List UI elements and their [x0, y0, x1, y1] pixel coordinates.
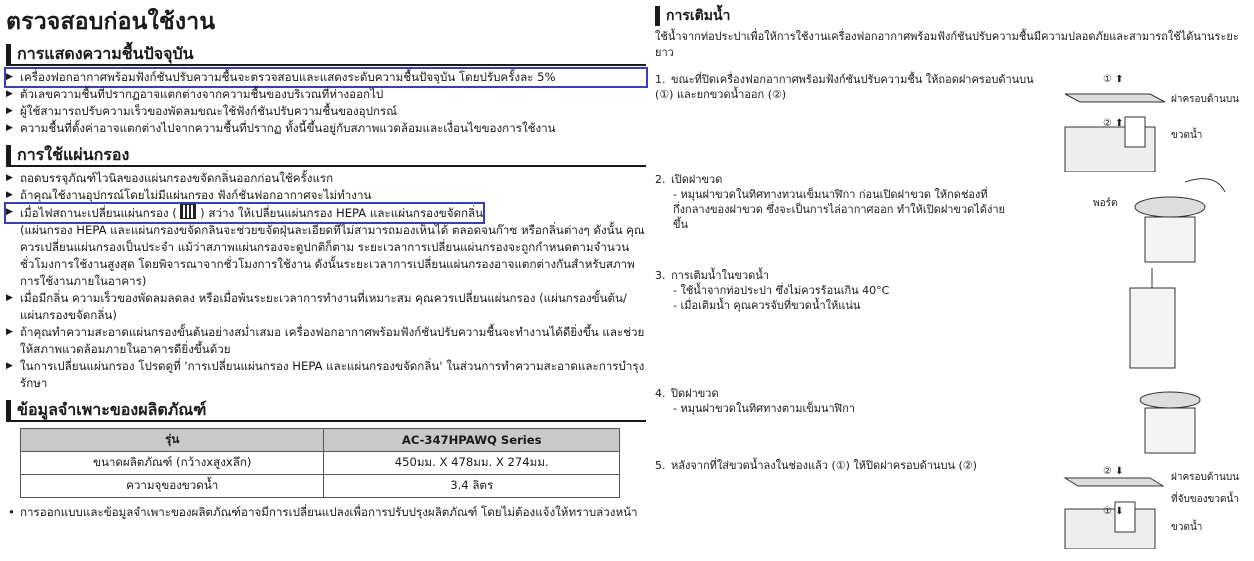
spec-note: • การออกแบบและข้อมูลจำเพาะของผลิตภัณฑ์อาจมีการเปลี่ยนแปลงเพื่อการปรับปรุงผลิตภัณฑ์ โดยไม่ต้องแจ้งให้ทราบล่วงหน้า — [6, 504, 646, 520]
humidity-item: ▶ ตัวเลขความชื้นที่ปรากฏอาจแตกต่างจากความชื้นของบริเวณที่ห่างออกไป — [6, 86, 646, 103]
left-column — [6, 0, 646, 520]
step-subtext: - หมุนฝาขวดในทิศทางตามเข็มนาฬิกา — [673, 402, 856, 415]
filter-item: ▶ ถอดบรรจุภัณฑ์ไวนิลของแผ่นกรองขจัดกลิ่นออกก่อนใช้ครั้งแรก — [6, 170, 646, 187]
filter-section-heading: การใช้แผ่นกรอง — [6, 145, 646, 167]
step-number: 1. — [655, 73, 666, 86]
step-text: เปิดฝาขวด — [671, 173, 723, 186]
spec-label: ขนาดผลิตภัณฑ์ (กว้างxสูงxลึก) — [21, 452, 324, 475]
spec-model-name: AC-347HPAWQ Series — [324, 429, 620, 452]
humidity-item: ▶ ผู้ใช้สามารถปรับความเร็วของพัดลมขณะใช้ฟังก์ชันปรับความชื้นของอุปกรณ์ — [6, 103, 646, 120]
step1-num-2: ② ⬆ — [1103, 118, 1124, 129]
filter-item: ▶ เมื่อมีกลิ่น ความเร็วของพัดลมลดลง หรือเมื่อพ้นระยะเวลาการทำงานที่เหมาะสม คุณควรเปลี่ยนแผ่นกรอง (แผ่นกรองขั้นต้น/แผ่นกรองขจัดกลิ่น) — [6, 290, 646, 324]
spec-label: ความจุของขวดน้ำ — [21, 475, 324, 498]
refill-intro: ใช้น้ำจากท่อประปาเพื่อให้การใช้งานเครื่องฟอกอากาศพร้อมฟังก์ชันปรับความชื้นมีความปลอดภัยและสามารถใช้ได้นานระยะยาว — [655, 30, 1239, 59]
step-text: ปิดฝาขวด — [671, 387, 719, 400]
label-port: พอร์ต — [1093, 198, 1118, 209]
table-row — [21, 452, 620, 475]
step-subtext: - เมื่อเติมน้ำ คุณควรจับที่ขวดน้ำให้แน่น — [673, 299, 861, 312]
filter-list — [6, 170, 646, 392]
label-water-bottle: ขวดน้ำ — [1171, 130, 1203, 141]
open-cap-illustration — [1125, 172, 1235, 267]
spec-col-model: รุ่น — [21, 429, 324, 452]
spec-value: 3.4 ลิตร — [324, 475, 620, 498]
filter-note: (แผ่นกรอง HEPA และแผ่นกรองขจัดกลิ่นจะช่วยขจัดฝุ่นละเอียดที่ไม่สามารถมองเห็นได้ ตลอดจนก๊าซ หรือกลิ่นต่างๆ ดังนั้น คุณควรเปลี่ยนแผ่นกรองเป็นประจำ แม้ว่าสภาพแผ่นกรองจะดูปกติก็ตาม ระยะเวลาการเปลี่ยนแผ่นกรองจะถูกกำหนดตามจำนวนชั่วโมงการใช้งานสูงสุด โดยพิจารณาจากชั่วโมงการใช้งาน ดังนั้นระยะเวลาการเปลี่ยนแผ่นกรองอาจแตกต่างกันสำหรับสภาพการใช้งานภายในอาคาร) — [20, 223, 645, 288]
right-column — [655, 0, 1250, 533]
filter-item3-post: ) สว่าง ให้เปลี่ยนแผ่นกรอง HEPA และแผ่นกรองขจัดกลิ่น — [200, 206, 484, 220]
step-1 — [655, 72, 1035, 102]
step-number: 3. — [655, 269, 666, 282]
step5-num-2: ② ⬇ — [1103, 466, 1124, 477]
step-number: 4. — [655, 387, 666, 400]
step-number: 2. — [655, 173, 666, 186]
table-row — [21, 475, 620, 498]
filter-item: ▶ ในการเปลี่ยนแผ่นกรอง โปรดดูที่ 'การเปลี่ยนแผ่นกรอง HEPA และแผ่นกรองขจัดกลิ่น' ในส่วนการทำความสะอาดและการบำรุงรักษา — [6, 358, 646, 392]
filter-item: ▶ ถ้าคุณทำความสะอาดแผ่นกรองขั้นต้นอย่างสม่ำเสมอ เครื่องฟอกอากาศพร้อมฟังก์ชันปรับความชื้นจะทำงานได้ดียิ่งขึ้น และช่วยให้สภาพแวดล้อมภายในอาคารดียิ่งขึ้นด้วย — [6, 324, 646, 358]
fill-water-illustration — [1115, 268, 1195, 388]
step-subtext: - หมุนฝาขวดในทิศทางทวนเข็มนาฬิกา ก่อนเปิดฝาขวด ให้กดช่องที่กึ่งกลางของฝาขวด ซึ่งจะเป็นการไล่อากาศออก ทำให้เปิดฝาขวดได้ง่ายขึ้น — [673, 188, 1005, 231]
humidity-item-highlighted: ▶ เครื่องฟอกอากาศพร้อมฟังก์ชันปรับความชื้นจะตรวจสอบและแสดงระดับความชื้นปัจจุบัน โดยปรับครั้งละ 5% — [6, 69, 646, 86]
step-3 — [655, 268, 1015, 313]
humidity-list — [6, 69, 646, 137]
spec-table — [20, 428, 620, 498]
step-subtext: - ใช้น้ำจากท่อประปา ซึ่งไม่ควรร้อนเกิน 40°C — [673, 284, 890, 297]
label-water-bottle-2: ขวดน้ำ — [1171, 522, 1203, 533]
step-4 — [655, 386, 1015, 416]
step-2 — [655, 172, 1015, 232]
close-cap-illustration — [1125, 386, 1215, 456]
spec-section-heading: ข้อมูลจำเพาะของผลิตภัณฑ์ — [6, 400, 646, 422]
spec-value: 450มม. X 478มม. X 274มม. — [324, 452, 620, 475]
step-text: การเติมน้ำในขวดน้ำ — [671, 269, 770, 282]
filter-item3-pre: เมื่อไฟสถานะเปลี่ยนแผ่นกรอง ( — [20, 206, 177, 220]
step1-num-1: ① ⬆ — [1103, 74, 1124, 85]
step-text: หลังจากที่ใส่ขวดน้ำลงในช่องแล้ว (①) ให้ปิดฝาครอบด้านบน (②) — [671, 459, 977, 472]
step-number: 5. — [655, 459, 666, 472]
page-title: ตรวจสอบก่อนใช้งาน — [6, 9, 216, 35]
filter-item: ▶ ถ้าคุณใช้งานอุปกรณ์โดยไม่มีแผ่นกรอง ฟังก์ชันฟอกอากาศจะไม่ทำงาน — [6, 187, 646, 204]
spec-header-row — [21, 429, 620, 452]
filter-item-highlighted — [6, 204, 483, 222]
label-bottle-handle: ที่จับของขวดน้ำ — [1171, 494, 1239, 505]
filter-status-icon — [180, 204, 196, 219]
label-top-cover-2: ฝาครอบด้านบน — [1171, 472, 1240, 483]
step5-num-1: ① ⬇ — [1103, 506, 1124, 517]
label-top-cover: ฝาครอบด้านบน — [1171, 94, 1240, 105]
humidity-item: ▶ ความชื้นที่ตั้งค่าอาจแตกต่างไปจากความชื้นที่ปรากฏ ทั้งนี้ขึ้นอยู่กับสภาพแวดล้อมและเงื่อนไขของการใช้งาน — [6, 120, 646, 137]
humidity-section-heading: การแสดงความชื้นปัจจุบัน — [6, 44, 646, 66]
step-5 — [655, 458, 1045, 473]
refill-heading: การเติมน้ำ — [655, 6, 1250, 26]
step-text: ขณะที่ปิดเครื่องฟอกอากาศพร้อมฟังก์ชันปรับความชื้น ให้ถอดฝาครอบด้านบน (①) และยกขวดน้ำออก (②) — [655, 73, 1034, 101]
